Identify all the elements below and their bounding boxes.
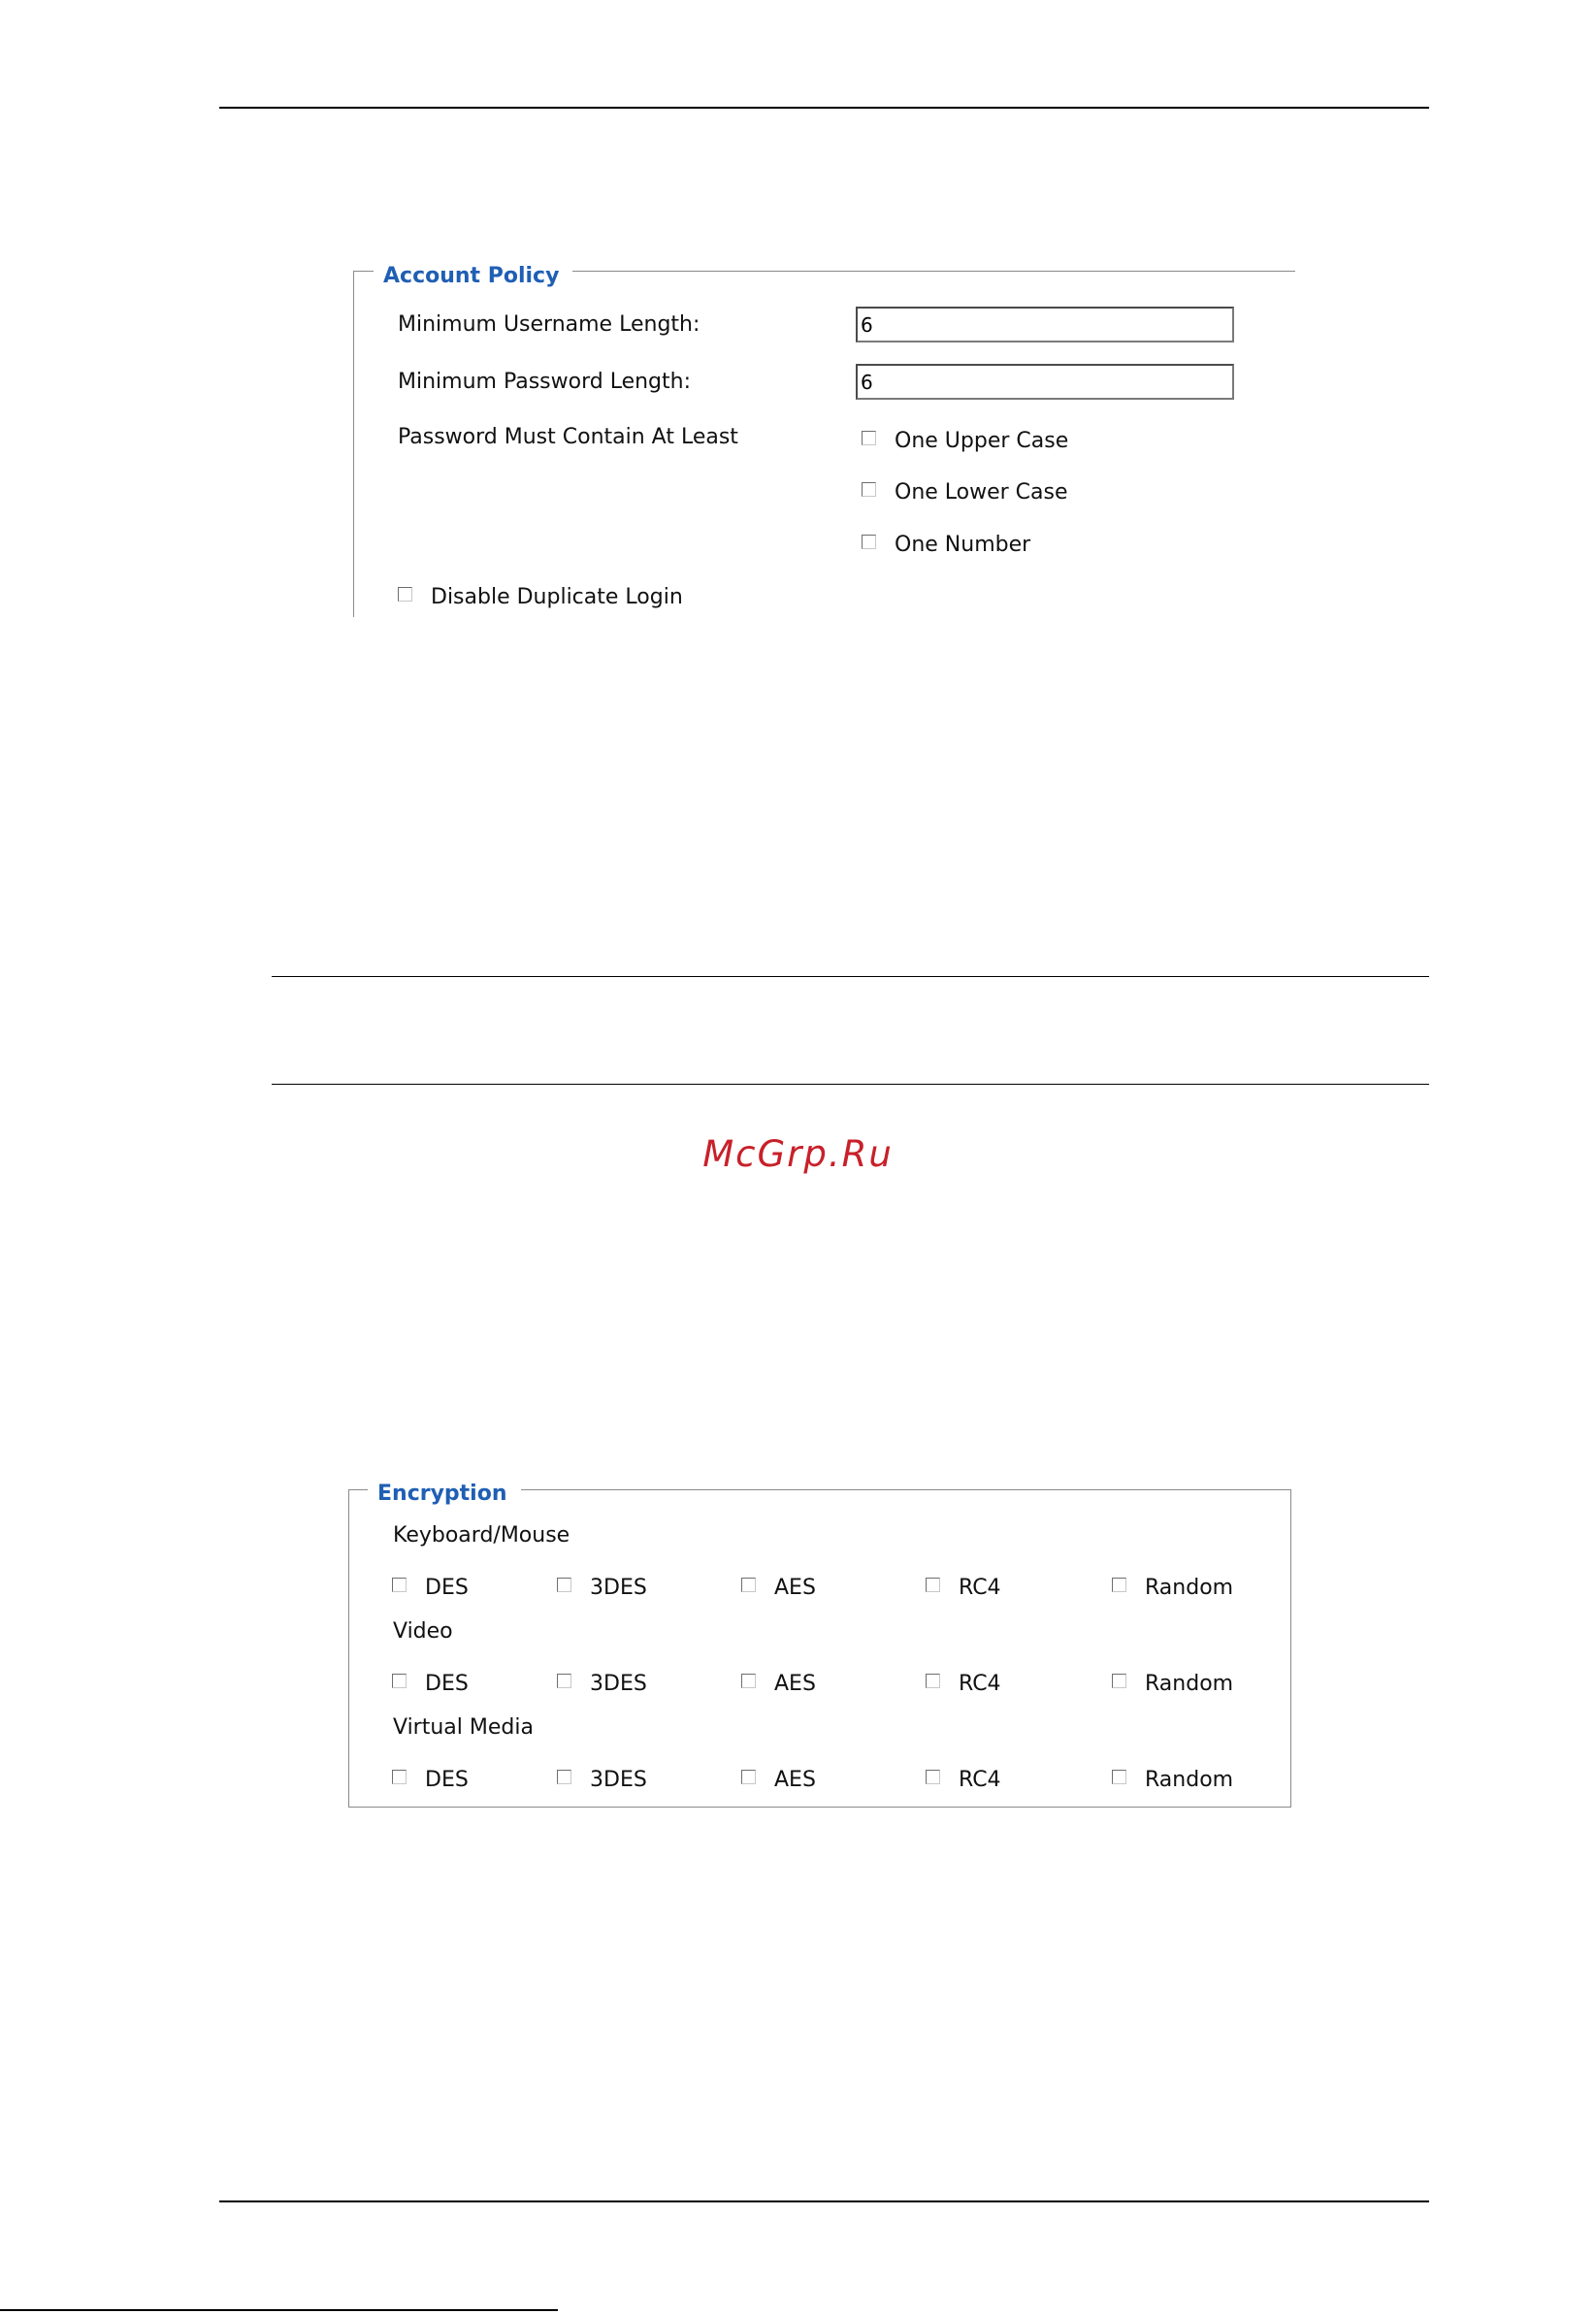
checkbox-box[interactable] <box>392 1674 407 1688</box>
one-number-label: One Number <box>895 533 1031 557</box>
encryption-option-checkbox[interactable] <box>741 1766 816 1795</box>
encryption-option-checkbox[interactable] <box>392 1574 469 1603</box>
encryption-option-label: 3DES <box>590 1672 647 1696</box>
encryption-option-label: 3DES <box>590 1576 647 1600</box>
checkbox-box[interactable] <box>1112 1578 1126 1592</box>
encryption-option-checkbox[interactable] <box>1112 1766 1233 1795</box>
one-lower-case-label: One Lower Case <box>895 480 1068 505</box>
encryption-option-label: AES <box>774 1576 816 1600</box>
checkbox-box[interactable] <box>392 1578 407 1592</box>
encryption-option-label: Random <box>1145 1768 1234 1792</box>
encryption-option-checkbox[interactable] <box>926 1766 1001 1795</box>
encryption-option-checkbox[interactable] <box>392 1670 469 1699</box>
min-password-input[interactable] <box>856 364 1234 400</box>
one-number-checkbox[interactable] <box>862 531 1030 560</box>
encryption-row-label: Video <box>393 1619 453 1644</box>
encryption-option-checkbox[interactable] <box>557 1574 647 1603</box>
disable-duplicate-login-checkbox[interactable] <box>398 583 683 612</box>
checkbox-box[interactable] <box>1112 1770 1126 1784</box>
checkbox-box[interactable] <box>392 1770 407 1784</box>
mid-rule-lower <box>272 1084 1429 1085</box>
mid-rule-upper <box>272 976 1429 977</box>
checkbox-box[interactable] <box>741 1674 756 1688</box>
min-username-input[interactable] <box>856 307 1234 342</box>
encryption-option-label: Random <box>1145 1576 1234 1600</box>
encryption-option-label: AES <box>774 1768 816 1792</box>
checkbox-box[interactable] <box>926 1578 940 1592</box>
encryption-option-checkbox[interactable] <box>557 1670 647 1699</box>
checkbox-box[interactable] <box>926 1770 940 1784</box>
one-lower-case-checkbox[interactable] <box>862 478 1068 507</box>
encryption-row-label: Virtual Media <box>393 1715 534 1740</box>
encryption-option-label: RC4 <box>959 1768 1001 1792</box>
encryption-option-checkbox[interactable] <box>557 1766 647 1795</box>
encryption-option-label: RC4 <box>959 1576 1001 1600</box>
checkbox-box[interactable] <box>741 1578 756 1592</box>
encryption-option-label: AES <box>774 1672 816 1696</box>
encryption-row-label: Keyboard/Mouse <box>393 1523 570 1548</box>
encryption-option-label: RC4 <box>959 1672 1001 1696</box>
checkbox-box[interactable] <box>557 1674 571 1688</box>
disable-duplicate-login-label: Disable Duplicate Login <box>431 585 683 609</box>
top-rule <box>219 107 1429 109</box>
encryption-option-checkbox[interactable] <box>926 1574 1001 1603</box>
encryption-option-label: 3DES <box>590 1768 647 1792</box>
encryption-option-checkbox[interactable] <box>741 1574 816 1603</box>
checkbox-box[interactable] <box>862 431 876 445</box>
password-contain-label: Password Must Contain At Least <box>398 425 738 449</box>
checkbox-box[interactable] <box>398 587 412 602</box>
encryption-option-checkbox[interactable] <box>926 1670 1001 1699</box>
encryption-option-label: DES <box>425 1576 469 1600</box>
encryption-option-label: DES <box>425 1672 469 1696</box>
encryption-option-checkbox[interactable] <box>1112 1574 1233 1603</box>
encryption-option-label: DES <box>425 1768 469 1792</box>
min-username-label: Minimum Username Length: <box>398 312 700 337</box>
bottom-edge-rule <box>0 2309 558 2311</box>
watermark-text: McGrp.Ru <box>702 1133 894 1175</box>
one-upper-case-checkbox[interactable] <box>862 427 1068 456</box>
checkbox-box[interactable] <box>926 1674 940 1688</box>
checkbox-box[interactable] <box>1112 1674 1126 1688</box>
bottom-rule <box>219 2200 1429 2202</box>
encryption-option-checkbox[interactable] <box>392 1766 469 1795</box>
checkbox-box[interactable] <box>557 1770 571 1784</box>
one-upper-case-label: One Upper Case <box>895 429 1069 453</box>
encryption-option-checkbox[interactable] <box>1112 1670 1233 1699</box>
checkbox-box[interactable] <box>862 535 876 549</box>
account-policy-legend: Account Policy <box>374 262 572 291</box>
encryption-option-checkbox[interactable] <box>741 1670 816 1699</box>
checkbox-box[interactable] <box>862 482 876 497</box>
encryption-option-label: Random <box>1145 1672 1234 1696</box>
checkbox-box[interactable] <box>741 1770 756 1784</box>
encryption-legend: Encryption <box>368 1480 521 1509</box>
checkbox-box[interactable] <box>557 1578 571 1592</box>
min-password-label: Minimum Password Length: <box>398 370 691 394</box>
